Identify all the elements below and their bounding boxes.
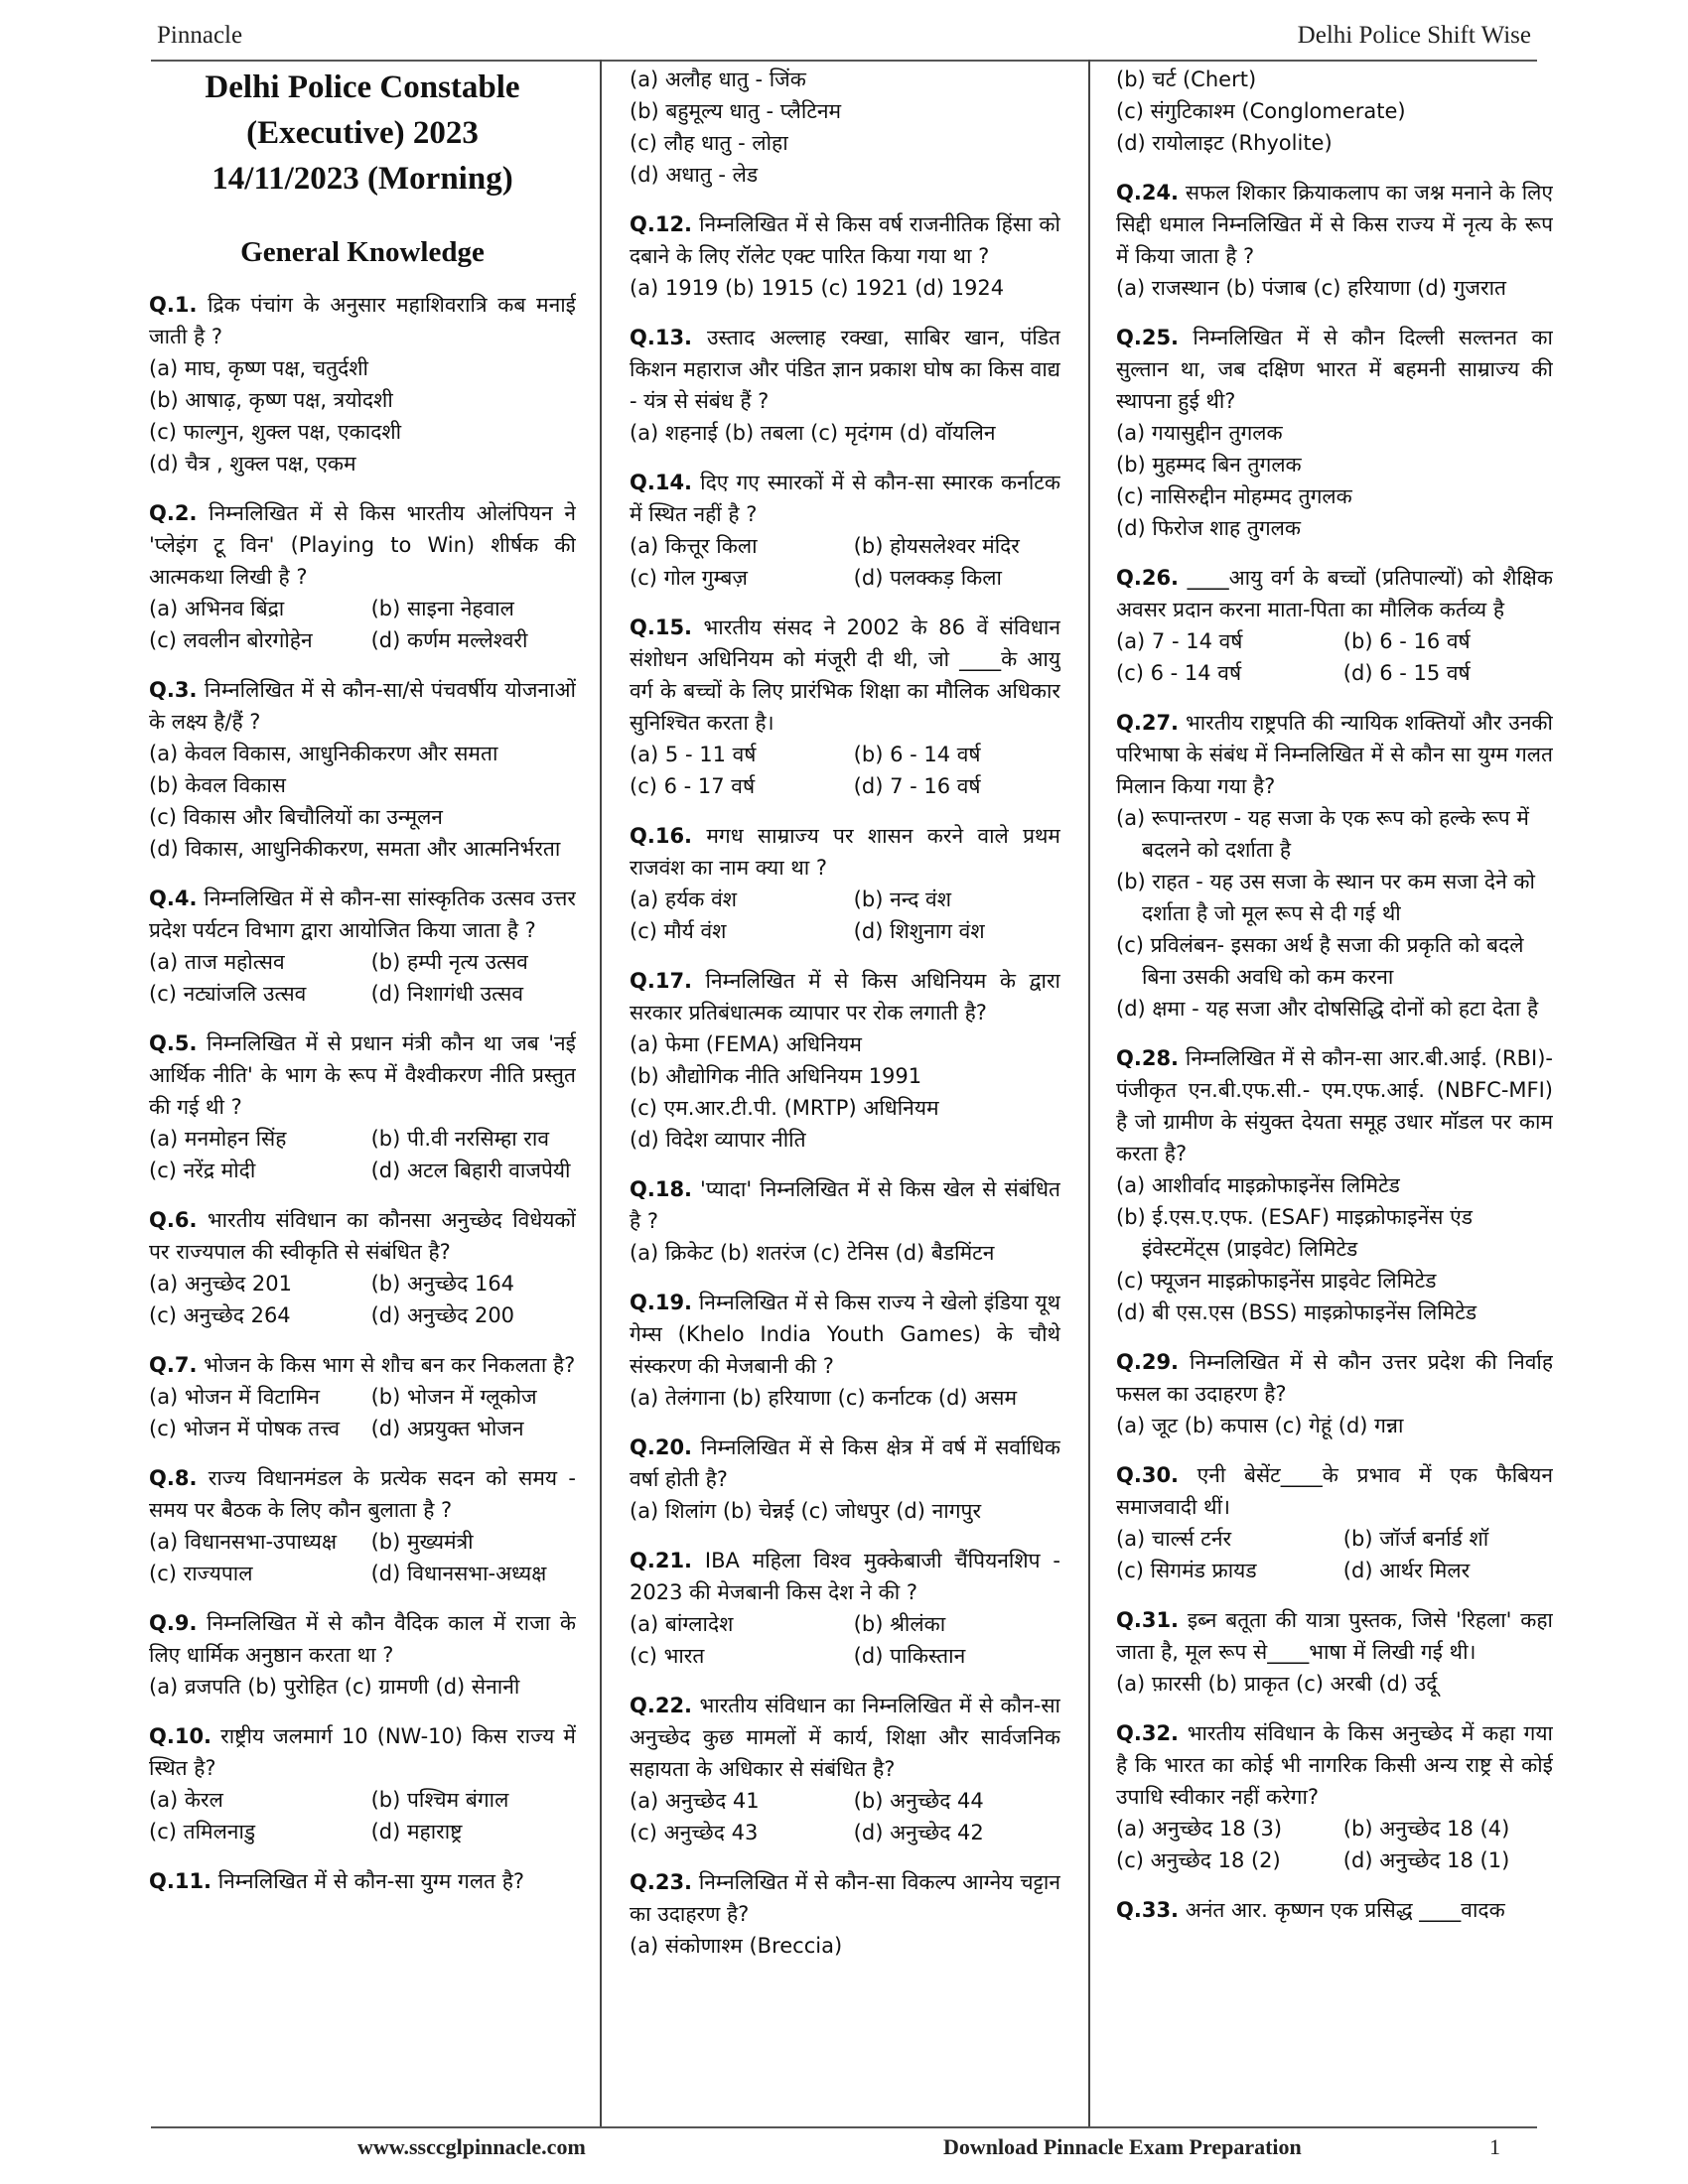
option-a: (a) हर्यक वंश <box>630 887 738 911</box>
column-2 <box>630 64 1060 2124</box>
title-line-3: 14/11/2023 (Morning) <box>211 161 513 197</box>
question-number: Q.26. <box>1116 566 1180 590</box>
option-c: (c) लवलीन बोरगोहेन <box>149 628 313 652</box>
option-c: (c) संगुटिकाश्म (Conglomerate) <box>1116 99 1406 123</box>
question-number: Q.5. <box>149 1031 198 1055</box>
question-number: Q.21. <box>630 1549 693 1572</box>
option-d: (d) क्षमा - यह सजा और दोषसिद्धि दोनों को हटा देता है <box>1116 997 1539 1021</box>
option-d: (d) अनुच्छेद 42 <box>853 1821 984 1844</box>
option-b: (b) 6 - 16 वर्ष <box>1342 629 1471 653</box>
option-a: (a) संकोणाश्म (Breccia) <box>630 1934 843 1958</box>
option-b: (b) केवल विकास <box>149 773 286 797</box>
option-c: (c) गोल गुम्बज़ <box>630 566 749 590</box>
option-b: (b) राहत - यह उस सजा के स्थान पर कम सजा देने को दर्शाता है जो मूल रूप से दी गई थी <box>1116 870 1535 925</box>
question-text: सफल शिकार क्रियाकलाप का जश्न मनाने के लिए सिद्दी धमाल निम्नलिखित में से किस राज्य में नृत्य के रूप में किया जाता है ? <box>1116 181 1553 268</box>
options-inline: (a) शहनाई (b) तबला (c) मृदंगम (d) वॉयलिन <box>630 421 996 445</box>
option-b: (b) अनुच्छेद 44 <box>853 1789 984 1813</box>
question-number: Q.23. <box>630 1870 693 1894</box>
question-18 <box>630 1173 1060 1269</box>
option-b: (b) पी.वी नरसिम्हा राव <box>370 1127 550 1151</box>
option-c: (c) प्रविलंबन- इसका अर्थ है सजा की प्रकृति को बदले बिना उसकी अवधि को कम करना <box>1116 933 1524 989</box>
question-text: भोजन के किस भाग से शौच बन कर निकलता है? <box>197 1353 576 1377</box>
option-a: (a) आशीर्वाद माइक्रोफाइनेंस लिमिटेड <box>1116 1173 1400 1197</box>
option-a: (a) अनुच्छेद 201 <box>149 1272 292 1296</box>
options-inline: (a) तेलंगाना (b) हरियाणा (c) कर्नाटक (d) असम <box>630 1386 1018 1410</box>
option-a: (a) केरल <box>149 1788 223 1812</box>
title-line-2: (Executive) 2023 <box>246 115 479 151</box>
option-d: (d) अटल बिहारी वाजपेयी <box>370 1159 571 1182</box>
question-31 <box>1116 1604 1553 1700</box>
question-3 <box>149 674 576 865</box>
question-text: निम्नलिखित में से कौन-सा युग्म गलत है? <box>211 1869 525 1893</box>
option-a: (a) भोजन में विटामिन <box>149 1385 321 1409</box>
option-c: (c) लौह धातु - लोहा <box>630 131 788 155</box>
question-text: निम्नलिखित में से किस राज्य ने खेलो इंडिया यूथ गेम्स (Khelo India Youth Games) के चौथे संस्करण की मेजबानी की ? <box>630 1291 1060 1378</box>
option-b: (b) होयसलेश्वर मंदिर <box>853 534 1020 558</box>
option-c: (c) नट्यांजलि उत्सव <box>149 982 307 1006</box>
question-14 <box>630 467 1060 594</box>
question-text: राष्ट्रीय जलमार्ग 10 (NW-10) किस राज्य में स्थित है? <box>149 1724 576 1780</box>
option-d: (d) रायोलाइट (Rhyolite) <box>1116 131 1333 155</box>
option-a: (a) बांग्लादेश <box>630 1612 734 1636</box>
question-number: Q.31. <box>1116 1608 1180 1632</box>
question-text: राज्य विधानमंडल के प्रत्येक सदन को समय - समय पर बैठक के लिए कौन बुलाता है ? <box>149 1466 576 1522</box>
column-3 <box>1116 64 1553 2124</box>
question-number: Q.20. <box>630 1435 693 1459</box>
option-d: (d) निशागंधी उत्सव <box>370 982 524 1006</box>
page-number: 1 <box>1489 2134 1500 2159</box>
option-c: (c) राज्यपाल <box>149 1562 253 1585</box>
header-rule <box>151 60 1537 62</box>
question-15 <box>630 612 1060 802</box>
option-c: (c) 6 - 14 वर्ष <box>1116 661 1242 685</box>
question-number: Q.2. <box>149 501 198 525</box>
option-d: (d) पलक्कड़ किला <box>853 566 1002 590</box>
question-33 <box>1116 1894 1553 1926</box>
question-30 <box>1116 1459 1553 1586</box>
question-13 <box>630 322 1060 449</box>
option-d: (d) अप्रयुक्त भोजन <box>370 1417 524 1440</box>
question-number: Q.29. <box>1116 1350 1180 1374</box>
option-c: (c) भोजन में पोषक तत्त्व <box>149 1417 341 1440</box>
question-11-options <box>630 64 1060 191</box>
options-inline: (a) जूट (b) कपास (c) गेहूं (d) गन्ना <box>1116 1414 1404 1437</box>
question-text: इब्न बतूता की यात्रा पुस्तक, जिसे 'रिहला' कहा जाता है, मूल रूप से____भाषा में लिखी गई थी। <box>1116 1608 1553 1664</box>
question-2 <box>149 497 576 656</box>
question-text: निम्नलिखित में से किस वर्ष राजनीतिक हिंसा को दबाने के लिए रॉलेट एक्ट पारित किया गया था ? <box>630 212 1060 268</box>
option-c: (c) फाल्गुन, शुक्ल पक्ष, एकादशी <box>149 420 402 444</box>
question-text: निम्नलिखित में से प्रधान मंत्री कौन था जब 'नई आर्थिक नीति' के भाग के रूप में वैश्वीकरण नीति प्रस्तुत की गई थी ? <box>149 1031 576 1119</box>
question-number: Q.30. <box>1116 1463 1180 1487</box>
option-b: (b) आषाढ़, कृष्ण पक्ष, त्रयोदशी <box>149 388 393 412</box>
option-b: (b) ई.एस.ए.एफ. (ESAF) माइक्रोफाइनेंस एंड इंवेस्टमेंट्स (प्राइवेट) लिमिटेड <box>1116 1205 1473 1261</box>
option-c: (c) नरेंद्र मोदी <box>149 1159 256 1182</box>
question-21 <box>630 1545 1060 1672</box>
option-b: (b) 6 - 14 वर्ष <box>853 743 981 766</box>
question-27 <box>1116 707 1553 1024</box>
option-b: (b) बहुमूल्य धातु - प्लैटिनम <box>630 99 842 123</box>
header-brand: Pinnacle <box>157 22 243 49</box>
question-12 <box>630 208 1060 304</box>
option-d: (d) आर्थर मिलर <box>1342 1559 1471 1582</box>
question-29 <box>1116 1346 1553 1441</box>
option-d: (d) विकास, आधुनिकीकरण, समता और आत्मनिर्भरता <box>149 837 561 861</box>
option-d: (d) 6 - 15 वर्ष <box>1342 661 1471 685</box>
option-b: (b) अनुच्छेद 18 (4) <box>1342 1817 1510 1841</box>
question-number: Q.10. <box>149 1724 212 1748</box>
question-number: Q.22. <box>630 1694 693 1717</box>
option-b: (b) मुख्यमंत्री <box>370 1530 474 1554</box>
question-number: Q.18. <box>630 1177 693 1201</box>
question-7 <box>149 1349 576 1444</box>
footer-promo: Download Pinnacle Exam Preparation <box>943 2134 1302 2159</box>
option-b: (b) नन्द वंश <box>853 887 951 911</box>
options-inline: (a) राजस्थान (b) पंजाब (c) हरियाणा (d) गुजरात <box>1116 276 1506 300</box>
question-28 <box>1116 1042 1553 1328</box>
column-divider-2 <box>1088 60 1090 2126</box>
question-number: Q.7. <box>149 1353 198 1377</box>
option-d: (d) शिशुनाग वंश <box>853 919 985 943</box>
option-d: (d) पाकिस्तान <box>853 1644 966 1668</box>
question-number: Q.24. <box>1116 181 1180 205</box>
header-subtitle: Delhi Police Shift Wise <box>1297 22 1531 49</box>
option-c: (c) भारत <box>630 1644 705 1668</box>
option-a: (a) विधानसभा-उपाध्यक्ष <box>149 1530 338 1554</box>
column-1 <box>149 64 576 2124</box>
question-text: भारतीय संसद ने 2002 के 86 वें संविधान संशोधन अधिनियम को मंजूरी दी थी, जो ____के आयु वर्ग के बच्चों के लिए प्रारंभिक शिक्षा का मौलिक अधिकार सुनिश्चित करता है। <box>630 615 1060 735</box>
options-inline: (a) फ़ारसी (b) प्राकृत (c) अरबी (d) उर्दू <box>1116 1672 1438 1696</box>
question-19 <box>630 1287 1060 1414</box>
question-number: Q.14. <box>630 471 693 494</box>
question-text: निम्नलिखित में से किस क्षेत्र में वर्ष में सर्वाधिक वर्षा होती है? <box>630 1435 1060 1491</box>
question-number: Q.33. <box>1116 1898 1180 1922</box>
question-text: निम्नलिखित में से कौन-सा विकल्प आग्नेय चट्टान का उदाहरण है? <box>630 1870 1060 1926</box>
option-b: (b) भोजन में ग्लूकोज <box>370 1385 537 1409</box>
question-text: निम्नलिखित में से किस अधिनियम के द्वारा सरकार प्रतिबंधात्मक व्यापार पर रोक लगाती है? <box>630 969 1060 1024</box>
options-inline: (a) 1919 (b) 1915 (c) 1921 (d) 1924 <box>630 276 1005 300</box>
option-c: (c) तमिलनाडु <box>149 1820 256 1843</box>
option-c: (c) अनुच्छेद 43 <box>630 1821 759 1844</box>
question-22 <box>630 1690 1060 1848</box>
title-line-1: Delhi Police Constable <box>205 69 520 105</box>
question-number: Q.6. <box>149 1208 198 1232</box>
option-c: (c) मौर्य वंश <box>630 919 727 943</box>
option-a: (a) अनुच्छेद 18 (3) <box>1116 1817 1283 1841</box>
option-b: (b) हम्पी नृत्य उत्सव <box>370 950 528 974</box>
option-a: (a) 5 - 11 वर्ष <box>630 743 757 766</box>
option-a: (a) अनुच्छेद 41 <box>630 1789 760 1813</box>
question-5 <box>149 1027 576 1186</box>
question-26 <box>1116 562 1553 689</box>
question-text: निम्नलिखित में से कौन-सा आर.बी.आई. (RBI)-पंजीकृत एन.बी.एफ.सी.- एम.एफ.आई. (NBFC-MFI) है जो ग्रामीण के संयुक्त देयता समूह उधार मॉडल पर काम करता है? <box>1116 1046 1553 1165</box>
question-text: निम्नलिखित में से कौन-सा/से पंचवर्षीय योजनाओं के लक्ष्य है/हैं ? <box>149 678 576 734</box>
question-number: Q.3. <box>149 678 198 702</box>
option-c: (c) 6 - 17 वर्ष <box>630 774 756 798</box>
question-number: Q.13. <box>630 326 693 349</box>
question-number: Q.27. <box>1116 711 1180 735</box>
question-number: Q.28. <box>1116 1046 1180 1070</box>
section-heading: General Knowledge <box>240 236 485 268</box>
question-text: भारतीय संविधान के किस अनुच्छेद में कहा गया है कि भारत का कोई भी नागरिक किसी अन्य राष्ट्र से कोई उपाधि स्वीकार नहीं करेगा? <box>1116 1721 1553 1809</box>
footer-website: www.ssccglpinnacle.com <box>357 2134 586 2159</box>
option-a: (a) रूपान्तरण - यह सजा के एक रूप को हल्के रूप में बदलने को दर्शाता है <box>1116 806 1529 862</box>
question-16 <box>630 820 1060 947</box>
question-text: निम्नलिखित में से कौन उत्तर प्रदेश की निर्वाह फसल का उदाहरण है? <box>1116 1350 1553 1406</box>
question-text: ____आयु वर्ग के बच्चों (प्रतिपाल्यों) को शैक्षिक अवसर प्रदान करना माता-पिता का मौलिक कर्तव्य है <box>1116 566 1553 621</box>
option-c: (c) अनुच्छेद 264 <box>149 1303 291 1327</box>
question-10 <box>149 1720 576 1847</box>
question-number: Q.32. <box>1116 1721 1180 1745</box>
option-d: (d) अनुच्छेद 200 <box>370 1303 515 1327</box>
question-number: Q.17. <box>630 969 693 993</box>
question-25 <box>1116 322 1553 544</box>
option-b: (b) श्रीलंका <box>853 1612 946 1636</box>
question-text: निम्नलिखित में से किस भारतीय ओलंपियन ने 'प्लेइंग टू विन' (Playing to Win) शीर्षक की आत्मकथा लिखी है ? <box>149 501 576 589</box>
option-a: (a) फेमा (FEMA) अधिनियम <box>630 1032 862 1056</box>
question-text: अनंत आर. कृष्णन एक प्रसिद्ध ____वादक <box>1179 1898 1505 1922</box>
option-d: (d) फिरोज शाह तुगलक <box>1116 516 1302 540</box>
question-number: Q.15. <box>630 615 693 639</box>
option-b: (b) मुहम्मद बिन तुगलक <box>1116 453 1302 477</box>
column-divider-1 <box>600 60 602 2126</box>
option-b: (b) जॉर्ज बर्नार्ड शॉ <box>1342 1527 1489 1551</box>
option-b: (b) अनुच्छेद 164 <box>370 1272 515 1296</box>
question-9 <box>149 1607 576 1703</box>
option-a: (a) ताज महोत्सव <box>149 950 285 974</box>
option-b: (b) चर्ट (Chert) <box>1116 68 1257 91</box>
option-b: (b) औद्योगिक नीति अधिनियम 1991 <box>630 1064 922 1088</box>
question-23-options <box>1116 64 1553 159</box>
question-text: 'प्यादा' निम्नलिखित में से किस खेल से संबंधित है ? <box>630 1177 1060 1233</box>
question-text: भारतीय संविधान का कौनसा अनुच्छेद विधेयकों पर राज्यपाल की स्वीकृति से संबंधित है? <box>149 1208 576 1264</box>
option-d: (d) विदेश व्यापार नीति <box>630 1128 806 1152</box>
question-1 <box>149 289 576 479</box>
question-number: Q.12. <box>630 212 693 236</box>
option-a: (a) अभिनव बिंद्रा <box>149 597 285 620</box>
question-number: Q.8. <box>149 1466 198 1490</box>
page-title <box>149 64 576 201</box>
question-number: Q.1. <box>149 293 198 317</box>
option-b: (b) साइना नेहवाल <box>370 597 514 620</box>
option-d: (d) 7 - 16 वर्ष <box>853 774 981 798</box>
option-a: (a) कित्तूर किला <box>630 534 758 558</box>
question-text: द्रिक पंचांग के अनुसार महाशिवरात्रि कब मनाई जाती है ? <box>149 293 576 348</box>
question-text: एनी बेसेंट____के प्रभाव में एक फैबियन समाजवादी थीं। <box>1116 1463 1553 1519</box>
question-32 <box>1116 1717 1553 1876</box>
option-a: (a) अलौह धातु - जिंक <box>630 68 806 91</box>
question-23 <box>630 1866 1060 1962</box>
question-8 <box>149 1462 576 1589</box>
question-24 <box>1116 177 1553 304</box>
question-11 <box>149 1865 576 1897</box>
question-text: निम्नलिखित में से कौन-सा सांस्कृतिक उत्सव उत्तर प्रदेश पर्यटन विभाग द्वारा आयोजित किया जाता है ? <box>149 887 576 942</box>
question-number: Q.11. <box>149 1869 212 1893</box>
question-number: Q.16. <box>630 824 693 848</box>
option-c: (c) सिगमंड फ्रायड <box>1116 1559 1257 1582</box>
option-c: (c) फ्यूजन माइक्रोफाइनेंस प्राइवेट लिमिटेड <box>1116 1269 1437 1293</box>
option-b: (b) पश्चिम बंगाल <box>370 1788 509 1812</box>
option-d: (d) चैत्र , शुक्ल पक्ष, एकम <box>149 452 356 476</box>
option-a: (a) चार्ल्स टर्नर <box>1116 1527 1232 1551</box>
option-d: (d) कर्णम मल्लेश्वरी <box>370 628 528 652</box>
question-text: निम्नलिखित में से कौन दिल्ली सल्तनत का सुल्तान था, जब दक्षिण भारत में बहमनी साम्राज्य की स्थापना हुई थी? <box>1116 326 1553 413</box>
options-inline: (a) शिलांग (b) चेन्नई (c) जोधपुर (d) नागपुर <box>630 1499 982 1523</box>
option-a: (a) गयासुद्दीन तुगलक <box>1116 421 1283 445</box>
option-c: (c) नासिरुद्दीन मोहम्मद तुगलक <box>1116 484 1352 508</box>
option-d: (d) विधानसभा-अध्यक्ष <box>370 1562 547 1585</box>
option-a: (a) केवल विकास, आधुनिकीकरण और समता <box>149 742 498 765</box>
question-text: दिए गए स्मारकों में से कौन-सा स्मारक कर्नाटक में स्थित नहीं है ? <box>630 471 1060 526</box>
option-c: (c) विकास और बिचौलियों का उन्मूलन <box>149 805 443 829</box>
question-text: भारतीय राष्ट्रपति की न्यायिक शक्तियों और उनकी परिभाषा के संबंध में निम्नलिखित में से कौन सा युग्म गलत मिलान किया गया है? <box>1116 711 1553 798</box>
option-a: (a) मनमोहन सिंह <box>149 1127 287 1151</box>
question-20 <box>630 1432 1060 1527</box>
question-number: Q.19. <box>630 1291 693 1314</box>
question-text: मगध साम्राज्य पर शासन करने वाले प्रथम राजवंश का नाम क्या था ? <box>630 824 1060 880</box>
option-c: (c) एम.आर.टी.पी. (MRTP) अधिनियम <box>630 1096 939 1120</box>
question-number: Q.25. <box>1116 326 1180 349</box>
option-d: (d) अनुच्छेद 18 (1) <box>1342 1848 1510 1872</box>
option-d: (d) महाराष्ट्र <box>370 1820 463 1843</box>
question-6 <box>149 1204 576 1331</box>
option-d: (d) अधातु - लेड <box>630 163 759 187</box>
question-text: भारतीय संविधान का निम्नलिखित में से कौन-सा अनुच्छेद कुछ मामलों में कार्य, शिक्षा और सार्वजनिक सहायता के अधिकार से संबंधित है? <box>630 1694 1060 1781</box>
options-inline: (a) व्रजपति (b) पुरोहित (c) ग्रामणी (d) सेनानी <box>149 1675 520 1699</box>
question-number: Q.9. <box>149 1611 198 1635</box>
option-d: (d) बी एस.एस (BSS) माइक्रोफाइनेंस लिमिटेड <box>1116 1300 1477 1324</box>
options-inline: (a) क्रिकेट (b) शतरंज (c) टेनिस (d) बैडमिंटन <box>630 1241 995 1265</box>
question-17 <box>630 965 1060 1156</box>
option-c: (c) अनुच्छेद 18 (2) <box>1116 1848 1281 1872</box>
question-number: Q.4. <box>149 887 198 910</box>
footer-rule <box>151 2126 1537 2128</box>
option-a: (a) माघ, कृष्ण पक्ष, चतुर्दशी <box>149 356 368 380</box>
question-text: उस्ताद अल्लाह रक्खा, साबिर खान, पंडित किशन महाराज और पंडित ज्ञान प्रकाश घोष का किस वाद्य - यंत्र से संबंध हैं ? <box>630 326 1060 413</box>
question-text: निम्नलिखित में से कौन वैदिक काल में राजा के लिए धार्मिक अनुष्ठान करता था ? <box>149 1611 576 1667</box>
question-text: IBA महिला विश्व मुक्केबाजी चैंपियनशिप - 2023 की मेजबानी किस देश ने की ? <box>630 1549 1060 1604</box>
option-a: (a) 7 - 14 वर्ष <box>1116 629 1243 653</box>
question-4 <box>149 883 576 1010</box>
